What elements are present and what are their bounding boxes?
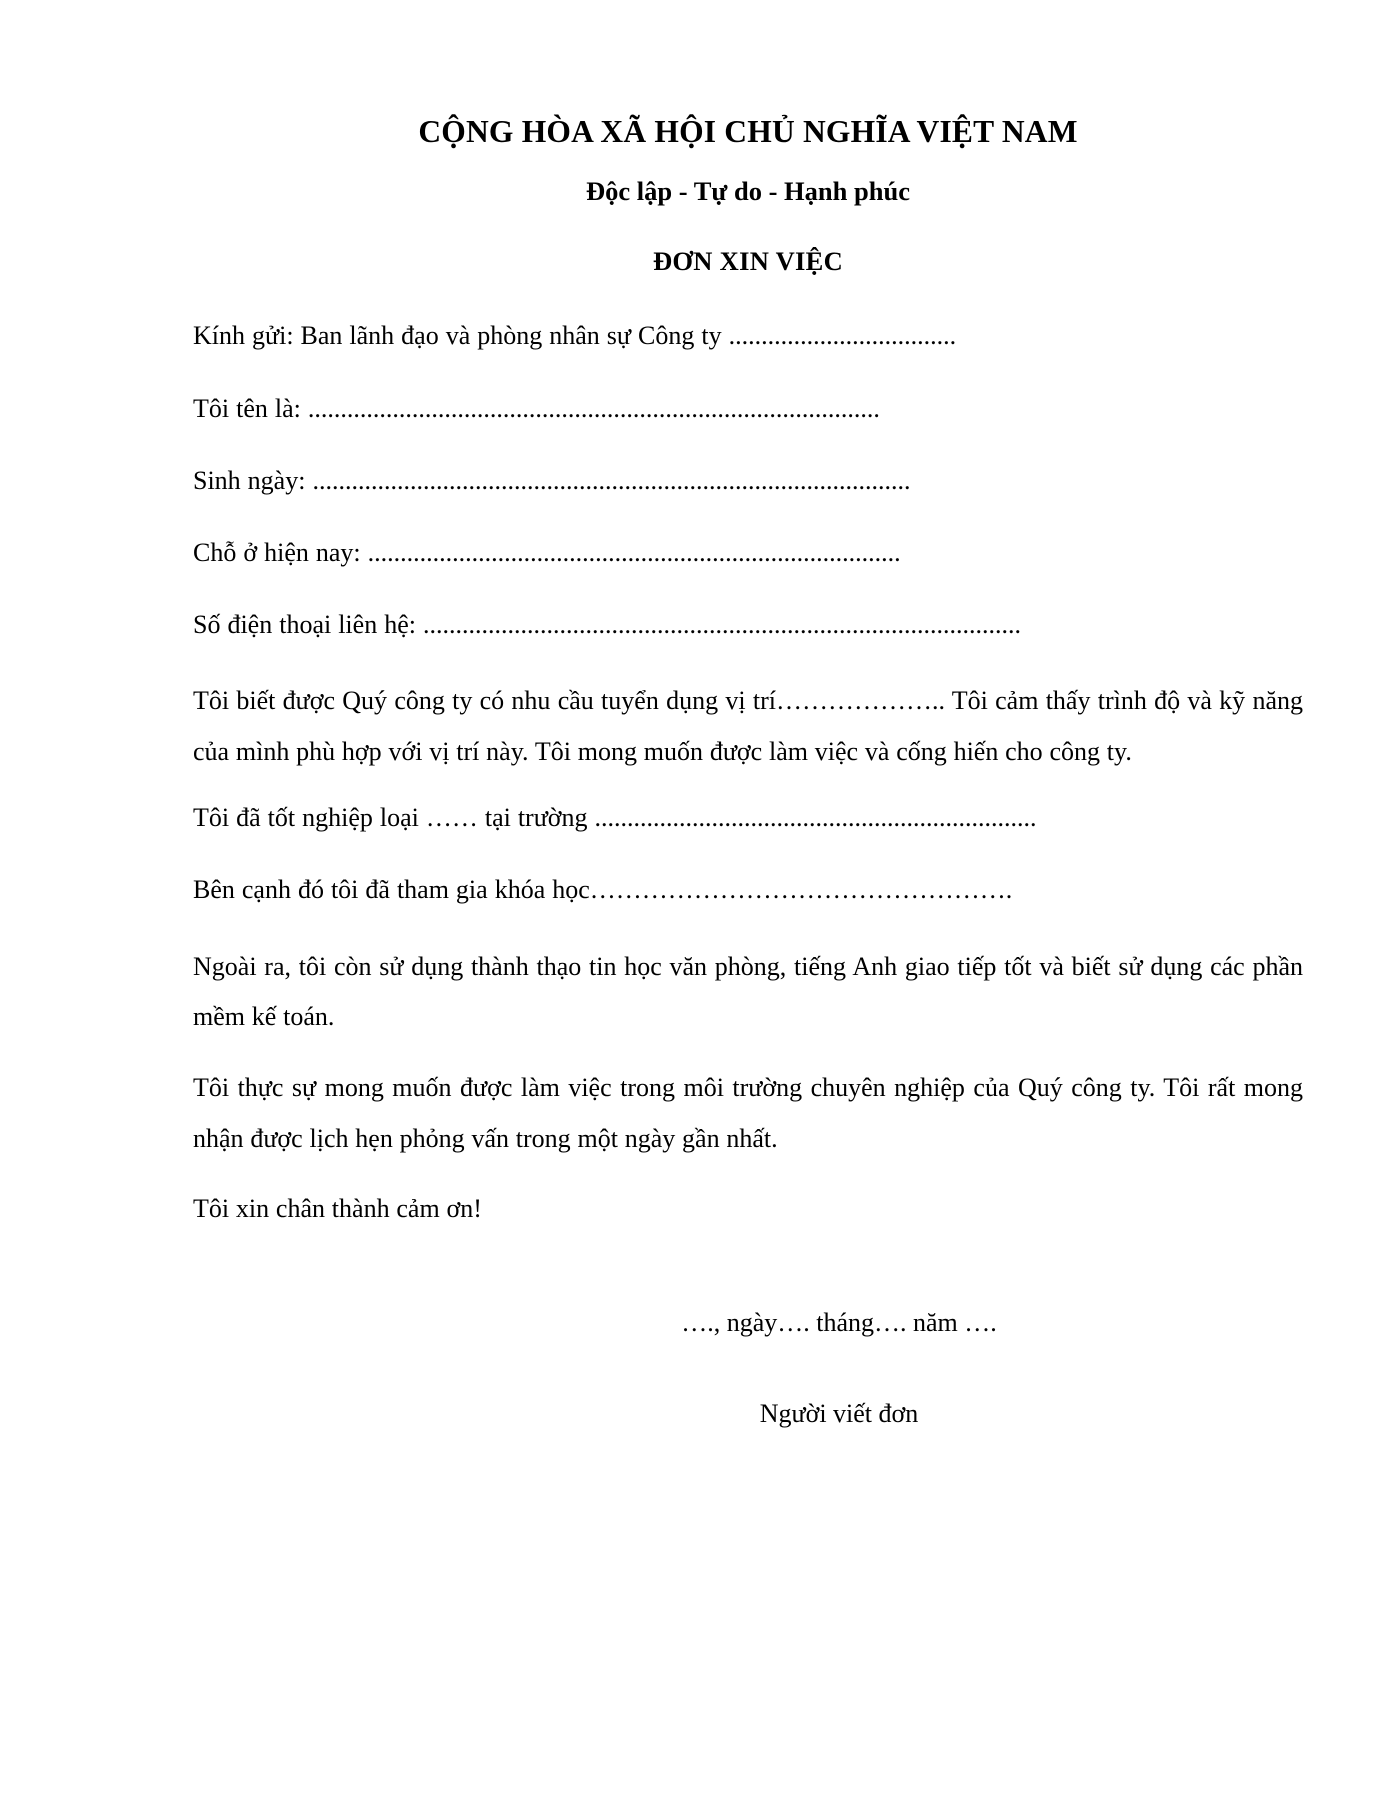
current-address-field[interactable]: Chỗ ở hiện nay: .................................................................................. xyxy=(193,537,901,567)
paragraph-intro: Tôi biết được Quý công ty có nhu cầu tuyển dụng vị trí……………….. Tôi cảm thấy trình độ và kỹ năng của mình phù hợp với vị trí này. Tôi mong muốn được làm việc và cống hiến cho công ty. xyxy=(193,685,1303,766)
national-title: CỘNG HÒA XÃ HỘI CHỦ NGHĨA VIỆT NAM xyxy=(418,114,1078,149)
national-motto: Độc lập - Tự do - Hạnh phúc xyxy=(586,175,910,206)
document-body xyxy=(193,277,1303,1235)
document-heading xyxy=(193,0,1303,277)
full-name-field[interactable]: Tôi tên là: ........................................................................................ xyxy=(193,393,880,423)
paragraph-thanks: Tôi xin chân thành cảm ơn! xyxy=(193,1194,482,1224)
phone-field[interactable]: Số điện thoại liên hệ: ............................................................................................ xyxy=(193,609,1021,639)
document-content xyxy=(193,0,1303,1433)
paragraph-closing: Tôi thực sự mong muốn được làm việc trong môi trường chuyên nghiệp của Quý công ty. Tôi rất mong nhận được lịch hẹn phỏng vấn trong một ngày gần nhất. xyxy=(193,1072,1303,1153)
page-title: ĐƠN XIN VIỆC xyxy=(652,245,844,276)
graduation-field[interactable]: Tôi đã tốt nghiệp loại …… tại trường .................................................................... xyxy=(193,803,1037,833)
paragraph-skills: Ngoài ra, tôi còn sử dụng thành thạo tin học văn phòng, tiếng Anh giao tiếp tốt và biết sử dụng các phần mềm kế toán. xyxy=(193,951,1303,1032)
signature-block xyxy=(193,1255,1303,1433)
signature-date-line[interactable]: …., ngày…. tháng…. năm …. xyxy=(681,1307,997,1337)
course-field[interactable]: Bên cạnh đó tôi đã tham gia khóa học…………………………………………. xyxy=(193,875,1013,905)
recipient-field[interactable]: Kính gửi: Ban lãnh đạo và phòng nhân sự Công ty ................................... xyxy=(193,321,957,351)
signature-role-label: Người viết đơn xyxy=(759,1398,919,1428)
birth-date-field[interactable]: Sinh ngày: ............................................................................................ xyxy=(193,465,911,495)
